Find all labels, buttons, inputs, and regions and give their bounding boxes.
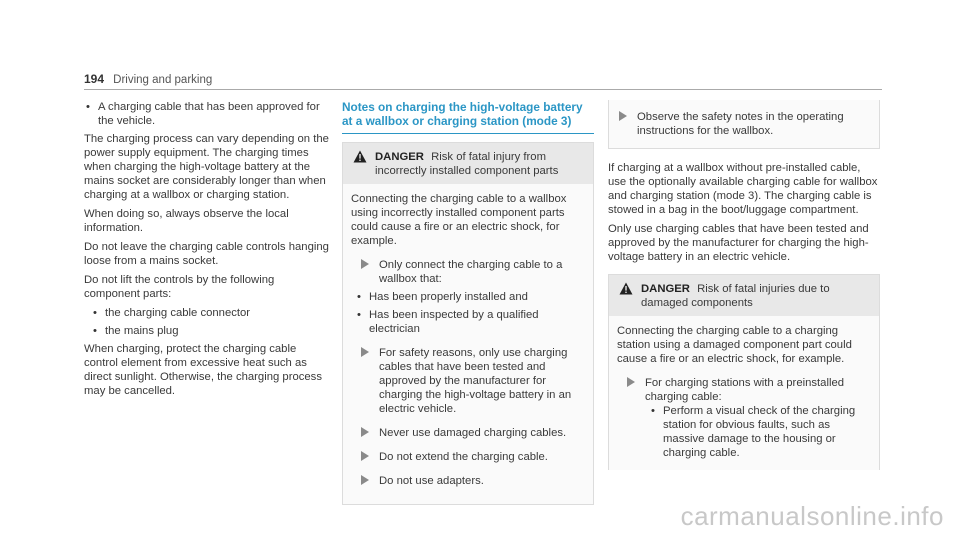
instruction-text: Only connect the charging cable to a wallbox that: (379, 259, 563, 285)
danger-label: DANGER (375, 151, 424, 163)
component-list (91, 306, 330, 338)
danger-box (608, 274, 880, 470)
instruction-text: Never use damaged charging cables. (379, 427, 567, 439)
instruction-text: Observe the safety notes in the operating instructions for the wallbox. (637, 111, 844, 137)
page-number: 194 (84, 72, 105, 86)
danger-title: Risk of fatal injury from incorrectly installed component parts (375, 151, 559, 177)
instruction (351, 346, 585, 416)
danger-body (609, 316, 879, 470)
paragraph: Connecting the charging cable to a charging station using a damaged component part could cause a fire or an electric shock, for example. (617, 325, 852, 365)
column-right (608, 100, 880, 470)
list-item: • Has been properly installed and (355, 290, 585, 304)
arrow-right-icon (361, 427, 369, 437)
paragraph: Do not leave the charging cable controls hanging loose from a mains socket. (84, 241, 329, 267)
arrow-right-icon (361, 347, 369, 357)
instruction (609, 110, 871, 138)
arrow-right-icon (361, 259, 369, 269)
instruction-text: Do not extend the charging cable. (379, 451, 548, 463)
danger-header (343, 143, 593, 184)
instruction-text: For charging stations with a preinstalled charging cable: (645, 377, 845, 403)
danger-header (609, 275, 879, 316)
arrow-right-icon (627, 377, 635, 387)
paragraph: When charging, protect the charging cable control element from excessive heat such as direct sunlight. Otherwise, the charging process may be cancelled. (84, 343, 322, 397)
column-left (84, 100, 330, 403)
warning-triangle-icon (353, 150, 367, 167)
arrow-right-icon (619, 111, 627, 121)
instruction (351, 426, 585, 440)
paragraph: If charging at a wallbox without pre-installed cable, use the optionally available charging cable for wallbox and charging station (mode 3). The charging cable is stowed in a bag in the boot/luggage compartment. (608, 162, 878, 216)
list-item: • Perform a visual check of the charging station for obvious faults, such as massive damage to the housing or charging cable. (649, 404, 871, 460)
instruction-text: For safety reasons, only use charging cables that have been tested and approved by the manufacturer for charging the high-voltage battery in an electric vehicle. (379, 347, 572, 415)
paragraph: Only use charging cables that have been tested and approved by the manufacturer for charging the high-voltage battery in an electric vehicle. (608, 223, 869, 263)
column-middle (342, 100, 594, 505)
paragraph: When doing so, always observe the local information. (84, 208, 289, 234)
list-item: • the mains plug (91, 324, 330, 338)
paragraph: Connecting the charging cable to a wallbox using incorrectly installed component parts could cause a fire or an electric shock, for example. (351, 193, 567, 247)
arrow-right-icon (361, 451, 369, 461)
danger-title: Risk of fatal injuries due to damaged components (641, 283, 830, 309)
list-item: • Has been inspected by a qualified electrician (355, 308, 585, 336)
section-title: Notes on charging the high-voltage battery at a wallbox or charging station (mode 3) (342, 100, 594, 134)
danger-body (343, 184, 593, 504)
danger-label: DANGER (641, 283, 690, 295)
instruction-text: Do not use adapters. (379, 475, 484, 487)
list-item: • A charging cable that has been approved for the vehicle. (84, 100, 330, 128)
instruction (351, 258, 585, 336)
instruction (617, 376, 871, 460)
list-item: • the charging cable connector (91, 306, 330, 320)
watermark-text: carmanualsonline.info (680, 501, 944, 531)
danger-box (342, 142, 594, 505)
instruction (351, 450, 585, 464)
warning-triangle-icon (619, 282, 633, 299)
paragraph: Do not lift the controls by the following component parts: (84, 274, 275, 300)
continued-danger-box (608, 100, 880, 149)
section-name: Driving and parking (113, 74, 213, 86)
instruction (351, 474, 585, 488)
arrow-right-icon (361, 475, 369, 485)
page-header (84, 72, 882, 90)
paragraph: The charging process can vary depending on the power supply equipment. The charging times when charging the high-voltage battery at the mains socket are considerably longer than when charging at a wallbox or charging station. (84, 133, 329, 201)
